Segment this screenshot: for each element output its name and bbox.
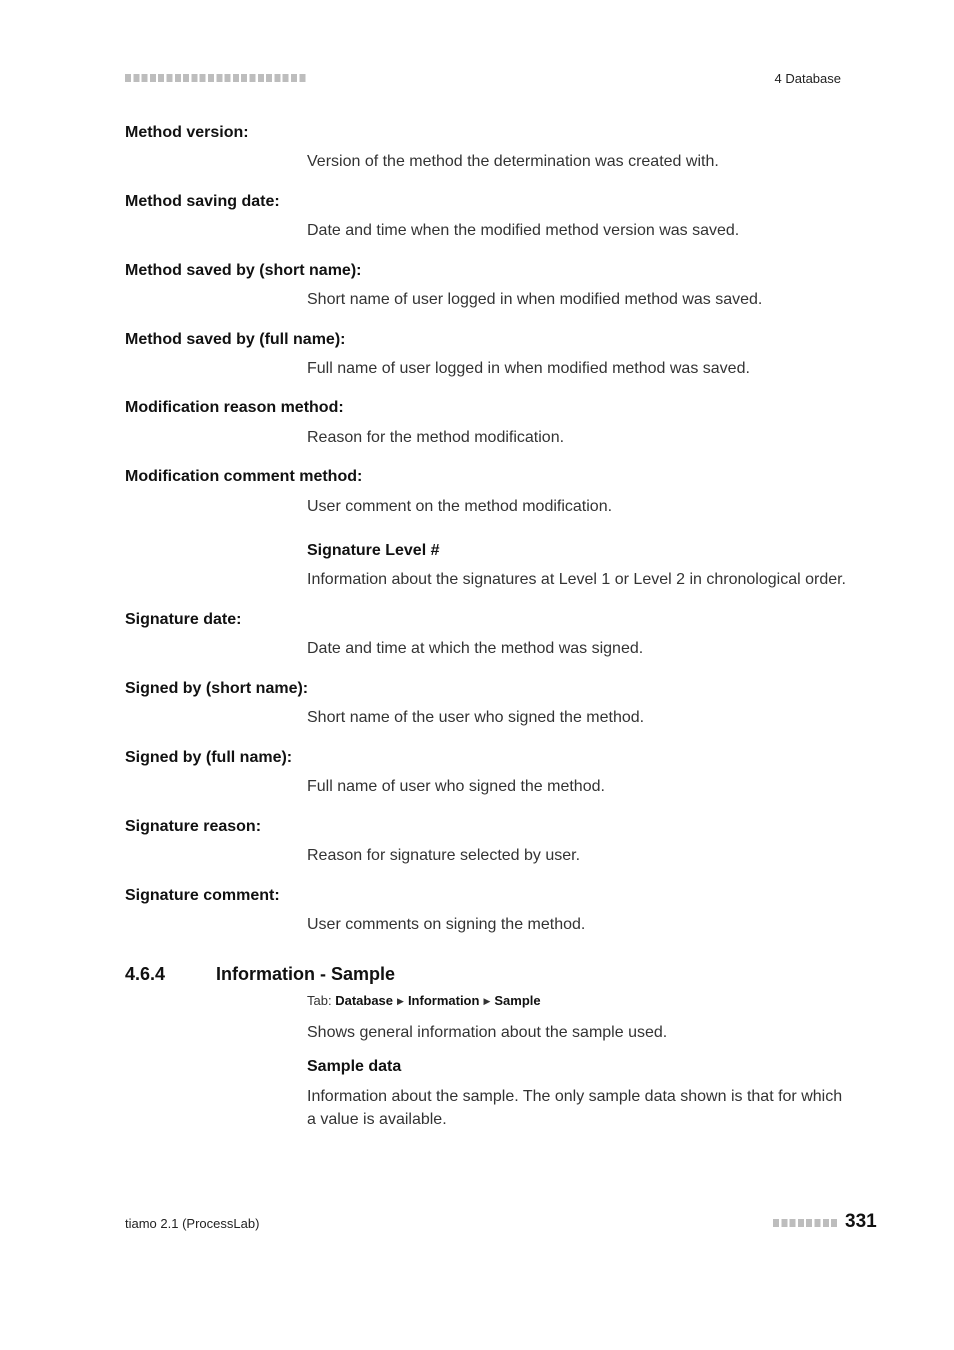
arrow-right-icon: ▶ [483,996,491,1006]
term-method-saved-by-short: Method saved by (short name): [125,262,362,279]
term-signature-date: Signature date: [125,611,242,628]
term-signature-reason: Signature reason: [125,818,262,835]
desc-modification-comment: User comment on the method modification. [307,498,613,515]
header-decoration [125,74,307,82]
section-intro: Shows general information about the sample used. [307,1024,668,1041]
chapter-title: 4 Database [774,71,841,86]
term-method-saving-date: Method saving date: [125,193,280,210]
signature-level-heading: Signature Level # [307,542,440,559]
desc-method-saved-by-full: Full name of user logged in when modified method was saved. [307,360,750,377]
page-number: 331 [845,1211,877,1232]
term-signed-by-short: Signed by (short name): [125,680,309,697]
tab-path-information: Information [407,993,480,1008]
desc-signed-by-short: Short name of the user who signed the method. [307,709,645,726]
desc-method-saved-by-short: Short name of user logged in when modified method was saved. [307,291,763,308]
tab-prefix: Tab: [307,993,332,1008]
term-signature-comment: Signature comment: [125,887,280,904]
term-modification-reason: Modification reason method: [125,399,344,416]
desc-signature-date: Date and time at which the method was signed. [307,640,644,657]
footer-product: tiamo 2.1 (ProcessLab) [125,1216,260,1231]
term-method-saved-by-full: Method saved by (full name): [125,331,346,348]
signature-level-desc: Information about the signatures at Level 1 or Level 2 in chronological order. [307,571,846,588]
term-modification-comment: Modification comment method: [125,468,363,485]
tab-path-sample: Sample [494,993,541,1008]
desc-signature-reason: Reason for signature selected by user. [307,847,581,864]
sample-data-desc: Information about the sample. The only sample data shown is that for which a value is available. [307,1088,843,1128]
term-method-version: Method version: [125,124,249,141]
sample-data-heading: Sample data [307,1058,402,1075]
section-title: Information - Sample [216,964,396,984]
footer-decoration [773,1219,839,1227]
tab-path [307,993,541,1008]
desc-modification-reason: Reason for the method modification. [307,429,565,446]
desc-method-saving-date: Date and time when the modified method version was saved. [307,222,740,239]
section-number: 4.6.4 [125,964,166,984]
desc-signed-by-full: Full name of user who signed the method. [307,778,605,795]
tab-path-database: Database [335,993,394,1008]
term-signed-by-full: Signed by (full name): [125,749,293,766]
arrow-right-icon: ▶ [397,996,404,1006]
desc-method-version: Version of the method the determination was created with. [307,153,719,170]
desc-signature-comment: User comments on signing the method. [307,916,586,933]
